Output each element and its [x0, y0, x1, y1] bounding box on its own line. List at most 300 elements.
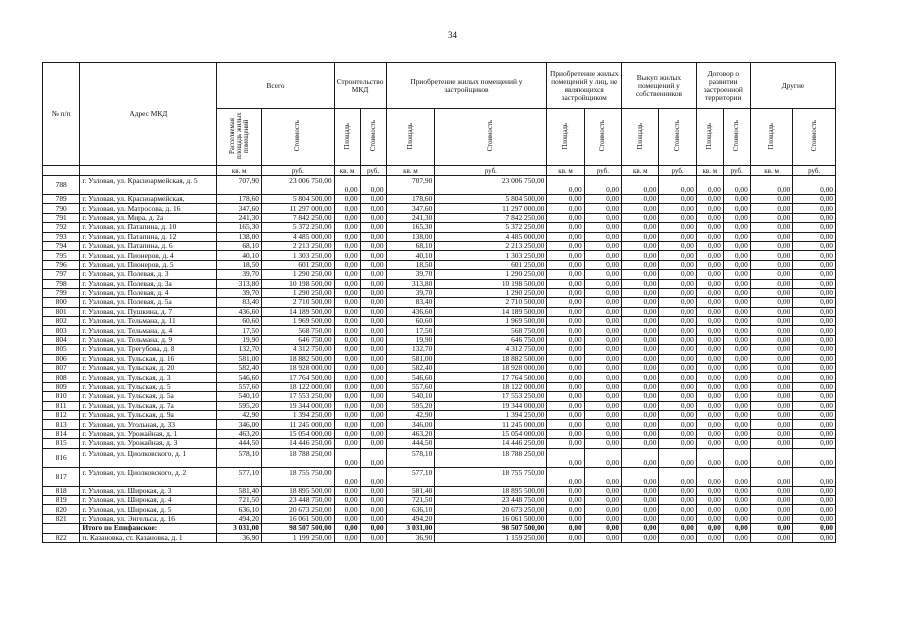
cell-bc: 0,00: [360, 382, 386, 391]
cell-zero: 0,00: [793, 251, 836, 260]
group-header-development-contract: Договор о развитии застроенной территории: [696, 63, 750, 109]
cell-zero: 0,00: [584, 448, 621, 467]
group-header-buyout: Выкуп жилых помещений у собственников: [622, 63, 697, 109]
cell-zero: 0,00: [659, 533, 696, 542]
cell-zero: 0,00: [793, 195, 836, 204]
cell-zero: 0,00: [723, 524, 750, 533]
cell-ta: 19,90: [217, 335, 262, 344]
row-number: 812: [43, 410, 80, 419]
cell-ba: 0,00: [334, 514, 360, 523]
cell-zero: 0,00: [750, 401, 793, 410]
cell-tc: 1 969 500,00: [261, 317, 334, 326]
cell-ba: 0,00: [334, 392, 360, 401]
cell-pa: 444,50: [386, 439, 435, 448]
cell-zero: 0,00: [659, 298, 696, 307]
cell-pa: 577,10: [386, 467, 435, 486]
cell-zero: 0,00: [793, 279, 836, 288]
cell-pc: 2 710 500,00: [435, 298, 547, 307]
cell-pc: 1 159 250,00: [435, 533, 547, 542]
cell-zero: 0,00: [547, 524, 584, 533]
cell-bc: 0,00: [360, 260, 386, 269]
resettlement-table: [42, 62, 836, 543]
cell-bc: 0,00: [360, 307, 386, 316]
cell-zero: 0,00: [696, 307, 723, 316]
cell-ba: 0,00: [334, 439, 360, 448]
cell-zero: 0,00: [793, 364, 836, 373]
row-number: 795: [43, 251, 80, 260]
cell-ta: 463,20: [217, 429, 262, 438]
table-row: [43, 533, 836, 542]
cell-ta: 578,10: [217, 448, 262, 467]
cell-zero: 0,00: [584, 317, 621, 326]
row-number: 820: [43, 505, 80, 514]
unit-area: кв. м: [386, 166, 435, 176]
row-address: г. Узловая, ул. Урожайная, д. 1: [80, 429, 217, 438]
cell-ba: 0,00: [334, 420, 360, 429]
cell-zero: 0,00: [723, 223, 750, 232]
table-row: [43, 364, 836, 373]
cell-zero: 0,00: [622, 195, 659, 204]
row-address: г. Узловая, ул. Патапина, д. 6: [80, 241, 217, 250]
row-address: г. Узловая, ул. Тульская, д. 20: [80, 364, 217, 373]
cell-zero: 0,00: [622, 373, 659, 382]
cell-ba: 0,00: [334, 298, 360, 307]
col-num-header: № п/п: [43, 63, 80, 166]
cell-zero: 0,00: [793, 270, 836, 279]
cell-zero: 0,00: [659, 401, 696, 410]
cell-pa: 347,60: [386, 204, 435, 213]
cell-zero: 0,00: [659, 505, 696, 514]
cell-zero: 0,00: [723, 373, 750, 382]
cell-zero: 0,00: [622, 354, 659, 363]
unit-rub: руб.: [584, 166, 621, 176]
row-number: 797: [43, 270, 80, 279]
table-row: [43, 448, 836, 467]
cell-zero: 0,00: [723, 505, 750, 514]
cell-zero: 0,00: [659, 392, 696, 401]
cell-bc: 0,00: [360, 195, 386, 204]
cell-zero: 0,00: [622, 176, 659, 195]
cell-pa: 39,70: [386, 270, 435, 279]
cell-zero: 0,00: [547, 176, 584, 195]
sub-header-area-total: Расселяемая площадь жилых помещений: [217, 109, 262, 166]
cell-zero: 0,00: [696, 486, 723, 495]
cell-zero: 0,00: [622, 213, 659, 222]
cell-zero: 0,00: [723, 335, 750, 344]
cell-zero: 0,00: [793, 373, 836, 382]
cell-zero: 0,00: [622, 448, 659, 467]
cell-zero: 0,00: [622, 364, 659, 373]
cell-zero: 0,00: [584, 467, 621, 486]
cell-zero: 0,00: [547, 279, 584, 288]
cell-pa: 313,80: [386, 279, 435, 288]
cell-zero: 0,00: [659, 486, 696, 495]
cell-tc: 18 755 750,00: [261, 467, 334, 486]
cell-zero: 0,00: [696, 429, 723, 438]
cell-zero: 0,00: [696, 335, 723, 344]
cell-zero: 0,00: [696, 298, 723, 307]
row-address: г. Узловая, ул. Полевая, д. 4: [80, 288, 217, 297]
table-row: [43, 317, 836, 326]
cell-ta: 540,10: [217, 392, 262, 401]
cell-pc: 2 213 250,00: [435, 241, 547, 250]
cell-ba: 0,00: [334, 260, 360, 269]
cell-zero: 0,00: [547, 241, 584, 250]
cell-zero: 0,00: [547, 373, 584, 382]
cell-pc: 1 290 250,00: [435, 288, 547, 297]
row-address: г. Узловая, ул. Полевая, д. 3: [80, 270, 217, 279]
cell-tc: 23 006 750,00: [261, 176, 334, 195]
cell-zero: 0,00: [696, 420, 723, 429]
cell-tc: 14 189 500,00: [261, 307, 334, 316]
cell-bc: 0,00: [360, 410, 386, 419]
cell-pc: 98 507 500,00: [435, 524, 547, 533]
row-address: Итого по Епифанское:: [80, 524, 217, 533]
cell-pc: 14 189 500,00: [435, 307, 547, 316]
row-address: г. Узловая, ул. Тульская, д. 3: [80, 373, 217, 382]
cell-pa: 463,20: [386, 429, 435, 438]
row-address: г. Узловая, ул. Тульская, д. 5: [80, 382, 217, 391]
cell-zero: 0,00: [659, 373, 696, 382]
cell-pc: 18 882 500,00: [435, 354, 547, 363]
row-address: г. Узловая, ул. Циолковского, д. 1: [80, 448, 217, 467]
table-row: [43, 195, 836, 204]
cell-pa: 241,30: [386, 213, 435, 222]
cell-zero: 0,00: [696, 345, 723, 354]
cell-pa: 83,40: [386, 298, 435, 307]
cell-ta: 347,60: [217, 204, 262, 213]
row-number: 822: [43, 533, 80, 542]
cell-zero: 0,00: [750, 326, 793, 335]
group-header-total: Всего: [217, 63, 334, 109]
row-address: г. Узловая, ул. Широкая, д. 4: [80, 495, 217, 504]
cell-zero: 0,00: [547, 382, 584, 391]
unit-area: кв. м: [696, 166, 723, 176]
cell-ba: 0,00: [334, 486, 360, 495]
row-number: 804: [43, 335, 80, 344]
cell-pc: 18 928 000,00: [435, 364, 547, 373]
cell-pa: 42,90: [386, 410, 435, 419]
table-row: [43, 298, 836, 307]
row-number: 816: [43, 448, 80, 467]
cell-ba: 0,00: [334, 410, 360, 419]
cell-zero: 0,00: [723, 251, 750, 260]
cell-zero: 0,00: [547, 495, 584, 504]
sub-header-area: Площадь: [750, 109, 793, 166]
sub-header-area: Площадь: [386, 109, 435, 166]
cell-bc: 0,00: [360, 401, 386, 410]
cell-zero: 0,00: [547, 326, 584, 335]
cell-ta: 557,60: [217, 382, 262, 391]
cell-pa: 138,00: [386, 232, 435, 241]
cell-zero: 0,00: [547, 439, 584, 448]
table-row: [43, 270, 836, 279]
table-row: [43, 260, 836, 269]
cell-zero: 0,00: [584, 495, 621, 504]
cell-zero: 0,00: [696, 410, 723, 419]
row-number: 799: [43, 288, 80, 297]
cell-zero: 0,00: [547, 213, 584, 222]
cell-pc: 7 842 250,00: [435, 213, 547, 222]
cell-zero: 0,00: [622, 467, 659, 486]
cell-zero: 0,00: [584, 420, 621, 429]
cell-zero: 0,00: [723, 204, 750, 213]
cell-tc: 11 297 000,00: [261, 204, 334, 213]
cell-zero: 0,00: [696, 260, 723, 269]
cell-pa: 60,60: [386, 317, 435, 326]
cell-pa: 707,90: [386, 176, 435, 195]
cell-zero: 0,00: [584, 486, 621, 495]
cell-pa: 17,50: [386, 326, 435, 335]
cell-zero: 0,00: [622, 204, 659, 213]
cell-zero: 0,00: [659, 317, 696, 326]
cell-zero: 0,00: [584, 279, 621, 288]
cell-zero: 0,00: [696, 495, 723, 504]
row-address: г. Узловая, ул. Пионеров, д. 5: [80, 260, 217, 269]
row-address: г. Узловая, ул. Циолковского, д. 2: [80, 467, 217, 486]
cell-ta: 636,10: [217, 505, 262, 514]
row-number: 796: [43, 260, 80, 269]
cell-ba: 0,00: [334, 176, 360, 195]
cell-zero: 0,00: [793, 467, 836, 486]
cell-zero: 0,00: [750, 223, 793, 232]
cell-zero: 0,00: [659, 270, 696, 279]
cell-pc: 18 788 250,00: [435, 448, 547, 467]
cell-zero: 0,00: [547, 345, 584, 354]
row-address: г. Узловая, ул. Мира, д. 2а: [80, 213, 217, 222]
cell-zero: 0,00: [793, 524, 836, 533]
cell-tc: 18 788 250,00: [261, 448, 334, 467]
cell-pc: 1 303 250,00: [435, 251, 547, 260]
table-row: [43, 486, 836, 495]
cell-ta: 313,80: [217, 279, 262, 288]
cell-zero: 0,00: [696, 251, 723, 260]
cell-zero: 0,00: [659, 439, 696, 448]
cell-zero: 0,00: [584, 298, 621, 307]
row-number: 788: [43, 176, 80, 195]
cell-zero: 0,00: [622, 251, 659, 260]
row-address: г. Узловая, ул. Угольная, д. 33: [80, 420, 217, 429]
row-number: 808: [43, 373, 80, 382]
cell-zero: 0,00: [547, 448, 584, 467]
row-number: 792: [43, 223, 80, 232]
cell-zero: 0,00: [723, 279, 750, 288]
cell-zero: 0,00: [584, 345, 621, 354]
cell-pa: 3 031,00: [386, 524, 435, 533]
cell-bc: 0,00: [360, 429, 386, 438]
cell-zero: 0,00: [723, 439, 750, 448]
row-number: 803: [43, 326, 80, 335]
cell-tc: 4 485 000,00: [261, 232, 334, 241]
row-number: 789: [43, 195, 80, 204]
cell-zero: 0,00: [723, 382, 750, 391]
cell-zero: 0,00: [696, 317, 723, 326]
unit-rub: руб.: [723, 166, 750, 176]
cell-zero: 0,00: [793, 176, 836, 195]
cell-ta: 241,30: [217, 213, 262, 222]
cell-zero: 0,00: [793, 495, 836, 504]
cell-bc: 0,00: [360, 279, 386, 288]
cell-pc: 20 673 250,00: [435, 505, 547, 514]
cell-pa: 19,90: [386, 335, 435, 344]
cell-zero: 0,00: [750, 232, 793, 241]
cell-bc: 0,00: [360, 298, 386, 307]
cell-pc: 17 764 500,00: [435, 373, 547, 382]
cell-zero: 0,00: [723, 213, 750, 222]
cell-pc: 19 344 000,00: [435, 401, 547, 410]
cell-zero: 0,00: [750, 251, 793, 260]
cell-zero: 0,00: [750, 345, 793, 354]
cell-zero: 0,00: [622, 495, 659, 504]
cell-zero: 0,00: [696, 448, 723, 467]
cell-pa: 494,20: [386, 514, 435, 523]
cell-zero: 0,00: [659, 195, 696, 204]
cell-bc: 0,00: [360, 364, 386, 373]
cell-bc: 0,00: [360, 514, 386, 523]
row-address: г. Узловая, ул. Красноармейская,: [80, 195, 217, 204]
cell-pa: 68,10: [386, 241, 435, 250]
row-number: 814: [43, 429, 80, 438]
cell-zero: 0,00: [659, 288, 696, 297]
cell-ta: 60,60: [217, 317, 262, 326]
table-row: [43, 326, 836, 335]
unit-area: кв. м: [217, 166, 262, 176]
sub-header-cost: Стоимость: [723, 109, 750, 166]
cell-zero: 0,00: [547, 420, 584, 429]
cell-pc: 5 372 250,00: [435, 223, 547, 232]
table-row: [43, 373, 836, 382]
cell-zero: 0,00: [750, 467, 793, 486]
row-address: г. Узловая, ул. Тульская, д. 9а: [80, 410, 217, 419]
cell-tc: 20 673 250,00: [261, 505, 334, 514]
cell-zero: 0,00: [584, 373, 621, 382]
cell-zero: 0,00: [750, 448, 793, 467]
cell-pc: 646 750,00: [435, 335, 547, 344]
cell-zero: 0,00: [793, 533, 836, 542]
cell-zero: 0,00: [723, 429, 750, 438]
cell-zero: 0,00: [723, 326, 750, 335]
table-row: [43, 307, 836, 316]
cell-bc: 0,00: [360, 467, 386, 486]
cell-zero: 0,00: [696, 533, 723, 542]
cell-zero: 0,00: [547, 204, 584, 213]
cell-zero: 0,00: [547, 298, 584, 307]
cell-zero: 0,00: [723, 401, 750, 410]
cell-ba: 0,00: [334, 279, 360, 288]
cell-zero: 0,00: [750, 317, 793, 326]
cell-ta: 581,00: [217, 354, 262, 363]
cell-zero: 0,00: [723, 448, 750, 467]
row-address: г. Узловая, ул. Трегубова, д. 8: [80, 345, 217, 354]
cell-zero: 0,00: [584, 213, 621, 222]
cell-pa: 36,90: [386, 533, 435, 542]
row-number: 802: [43, 317, 80, 326]
cell-bc: 0,00: [360, 533, 386, 542]
cell-zero: 0,00: [547, 232, 584, 241]
cell-ta: 707,90: [217, 176, 262, 195]
row-number: 807: [43, 364, 80, 373]
cell-zero: 0,00: [793, 298, 836, 307]
cell-bc: 0,00: [360, 288, 386, 297]
cell-bc: 0,00: [360, 524, 386, 533]
table-body: [43, 176, 836, 543]
cell-zero: 0,00: [584, 382, 621, 391]
row-number: 794: [43, 241, 80, 250]
page-number: 34: [448, 30, 457, 40]
group-header-developers: Приобретение жилых помещений у застройщиков: [386, 63, 547, 109]
row-address: г. Узловая, ул. Пионеров, д. 4: [80, 251, 217, 260]
cell-zero: 0,00: [750, 524, 793, 533]
cell-ta: 581,40: [217, 486, 262, 495]
cell-tc: 15 054 000,00: [261, 429, 334, 438]
unit-area: кв. м: [334, 166, 360, 176]
cell-bc: 0,00: [360, 270, 386, 279]
cell-zero: 0,00: [547, 354, 584, 363]
cell-ta: 494,20: [217, 514, 262, 523]
cell-bc: 0,00: [360, 392, 386, 401]
cell-ba: 0,00: [334, 270, 360, 279]
cell-ta: 436,60: [217, 307, 262, 316]
cell-bc: 0,00: [360, 241, 386, 250]
unit-area: кв. м: [547, 166, 584, 176]
cell-zero: 0,00: [696, 279, 723, 288]
table-row: [43, 429, 836, 438]
cell-zero: 0,00: [659, 354, 696, 363]
table-row: [43, 392, 836, 401]
cell-zero: 0,00: [750, 260, 793, 269]
cell-ta: 721,50: [217, 495, 262, 504]
cell-zero: 0,00: [622, 307, 659, 316]
cell-zero: 0,00: [696, 373, 723, 382]
cell-zero: 0,00: [622, 279, 659, 288]
cell-ba: 0,00: [334, 505, 360, 514]
cell-zero: 0,00: [547, 317, 584, 326]
cell-ba: 0,00: [334, 373, 360, 382]
cell-zero: 0,00: [584, 307, 621, 316]
cell-zero: 0,00: [696, 354, 723, 363]
cell-zero: 0,00: [750, 288, 793, 297]
table-row: [43, 251, 836, 260]
cell-ba: 0,00: [334, 467, 360, 486]
cell-bc: 0,00: [360, 505, 386, 514]
cell-pc: 14 446 250,00: [435, 439, 547, 448]
row-number: 800: [43, 298, 80, 307]
cell-zero: 0,00: [622, 486, 659, 495]
cell-ta: 165,30: [217, 223, 262, 232]
cell-zero: 0,00: [547, 467, 584, 486]
cell-pa: 346,00: [386, 420, 435, 429]
cell-zero: 0,00: [659, 232, 696, 241]
cell-pa: 595,20: [386, 401, 435, 410]
cell-bc: 0,00: [360, 420, 386, 429]
cell-zero: 0,00: [659, 364, 696, 373]
cell-zero: 0,00: [659, 279, 696, 288]
cell-zero: 0,00: [622, 439, 659, 448]
cell-zero: 0,00: [696, 401, 723, 410]
sub-header-cost: Стоимость: [793, 109, 836, 166]
cell-pa: 578,10: [386, 448, 435, 467]
group-header-other: Другие: [750, 63, 835, 109]
table-row: [43, 505, 836, 514]
row-number: 818: [43, 486, 80, 495]
table-row: [43, 204, 836, 213]
cell-pc: 23 448 750,00: [435, 495, 547, 504]
cell-ba: 0,00: [334, 213, 360, 222]
sub-header-area: Площадь: [622, 109, 659, 166]
row-number: 793: [43, 232, 80, 241]
cell-zero: 0,00: [723, 288, 750, 297]
row-number: 801: [43, 307, 80, 316]
